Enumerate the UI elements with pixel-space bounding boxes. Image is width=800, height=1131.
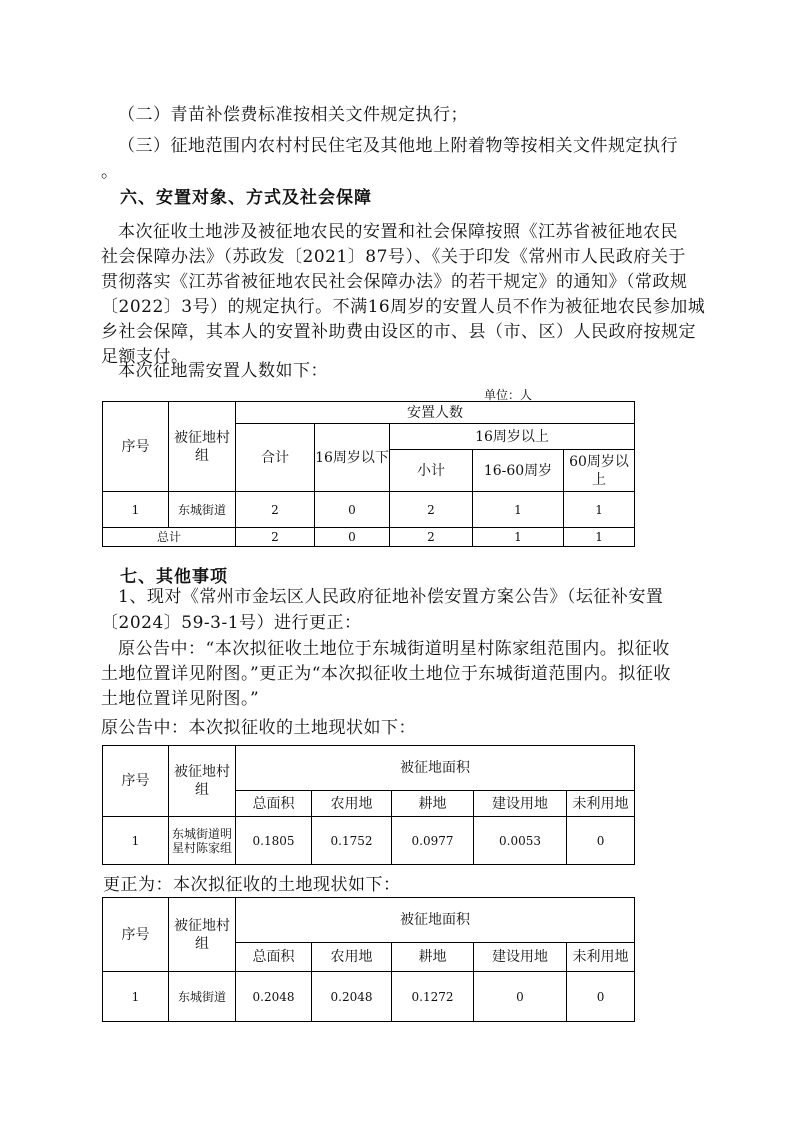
unit-label: 单位：人 [484, 388, 533, 402]
header-build: 建设用地 [474, 943, 567, 972]
paragraph-line: 原公告中：本次拟征收的土地现状如下： [101, 718, 416, 738]
header-over60: 60周岁以上 [564, 450, 635, 492]
paragraph-line: （二）青苗补偿费标准按相关文件规定执行； [118, 105, 468, 125]
table-sum-row [103, 528, 635, 547]
cell-total-area: 0.1805 [236, 817, 312, 865]
cell-sum-label: 总计 [103, 528, 236, 547]
header-people: 安置人数 [236, 402, 635, 424]
cell-arable: 0.0977 [392, 817, 474, 865]
header-16-60: 16-60周岁 [473, 450, 564, 492]
header-village: 被征地村组 [169, 402, 236, 492]
cell-farm: 0.2048 [312, 972, 392, 1022]
cell-arable: 0.1272 [392, 972, 474, 1022]
cell-village: 东城街道明星村陈家组 [169, 817, 236, 865]
cell-sum-under16: 0 [315, 528, 390, 547]
paragraph-line: 原公告中：“本次拟征收土地位于东城街道明星村陈家组范围内。拟征收 [118, 639, 670, 659]
cell-over60: 1 [564, 492, 635, 528]
header-over16: 16周岁以上 [390, 424, 635, 450]
cell-seq: 1 [103, 492, 169, 528]
section-heading-6: 六、安置对象、方式及社会保障 [120, 188, 372, 208]
cell-build: 0 [474, 972, 567, 1022]
header-area: 被征地面积 [236, 746, 635, 791]
header-under16: 16周岁以下 [315, 424, 390, 492]
paragraph-line: 1、现对《常州市金坛区人民政府征地补偿安置方案公告》（坛征补安置 [118, 587, 664, 607]
header-village: 被征地村组 [169, 746, 236, 817]
header-arable: 耕地 [392, 943, 474, 972]
paragraph-line: 本次征收土地涉及被征地农民的安置和社会保障按照《江苏省被征地农民 [118, 222, 678, 242]
header-area: 被征地面积 [236, 898, 635, 943]
paragraph-line: 〔2024〕59-3-1号）进行更正： [101, 613, 362, 633]
paragraph-line: 更正为：本次拟征收的土地现状如下： [103, 875, 401, 895]
paragraph-line: 土地位置详见附图。”更正为“本次拟征收土地位于东城街道范围内。拟征收 [101, 664, 671, 684]
table-row [103, 972, 635, 1022]
header-build: 建设用地 [474, 791, 567, 817]
cell-seq: 1 [103, 817, 169, 865]
paragraph-line: （三）征地范围内农村村民住宅及其他地上附着物等按相关文件规定执行 [118, 136, 678, 156]
header-total: 合计 [236, 424, 315, 492]
cell-unused: 0 [567, 972, 635, 1022]
cell-total-area: 0.2048 [236, 972, 312, 1022]
cell-subtotal: 2 [390, 492, 473, 528]
paragraph-line: 贯彻落实《江苏省被征地农民社会保障办法》的若干规定》的通知》（常政规 [101, 272, 688, 292]
paragraph-line: 本次征地需安置人数如下： [118, 361, 328, 381]
paragraph-line: 足额支付。 [101, 347, 189, 367]
header-unused: 未利用地 [567, 943, 635, 972]
header-farm: 农用地 [312, 943, 392, 972]
resettlement-table [102, 401, 635, 547]
cell-16-60: 1 [473, 492, 564, 528]
cell-seq: 1 [103, 972, 169, 1022]
corrected-land-table [102, 897, 635, 1022]
header-arable: 耕地 [392, 791, 474, 817]
header-farm: 农用地 [312, 791, 392, 817]
cell-village: 东城街道 [169, 972, 236, 1022]
cell-village: 东城街道 [169, 492, 236, 528]
header-subtotal: 小计 [390, 450, 473, 492]
section-heading-7: 七、其他事项 [120, 567, 228, 587]
header-seq: 序号 [103, 898, 169, 972]
paragraph-line: 社会保障办法》（苏政发〔2021〕87号）、《关于印发《常州市人民政府关于 [101, 247, 686, 267]
cell-total: 2 [236, 492, 315, 528]
cell-farm: 0.1752 [312, 817, 392, 865]
paragraph-line: 。 [101, 162, 119, 182]
header-seq: 序号 [103, 402, 169, 492]
cell-sum-16-60: 1 [473, 528, 564, 547]
table-row [103, 817, 635, 865]
header-unused: 未利用地 [567, 791, 635, 817]
cell-under16: 0 [315, 492, 390, 528]
paragraph-line: 土地位置详见附图。” [101, 689, 260, 709]
cell-sum-over60: 1 [564, 528, 635, 547]
header-village: 被征地村组 [169, 898, 236, 972]
paragraph-line: 乡社会保障，其本人的安置补助费由设区的市、县（市、区）人民政府按规定 [101, 322, 696, 342]
cell-sum-subtotal: 2 [390, 528, 473, 547]
original-land-table [102, 745, 635, 865]
cell-build: 0.0053 [474, 817, 567, 865]
paragraph-line: 〔2022〕3号）的规定执行。不满16周岁的安置人员不作为被征地农民参加城 [101, 297, 706, 317]
header-total-area: 总面积 [236, 791, 312, 817]
header-seq: 序号 [103, 746, 169, 817]
header-total-area: 总面积 [236, 943, 312, 972]
cell-unused: 0 [567, 817, 635, 865]
table-row [103, 492, 635, 528]
cell-sum-total: 2 [236, 528, 315, 547]
